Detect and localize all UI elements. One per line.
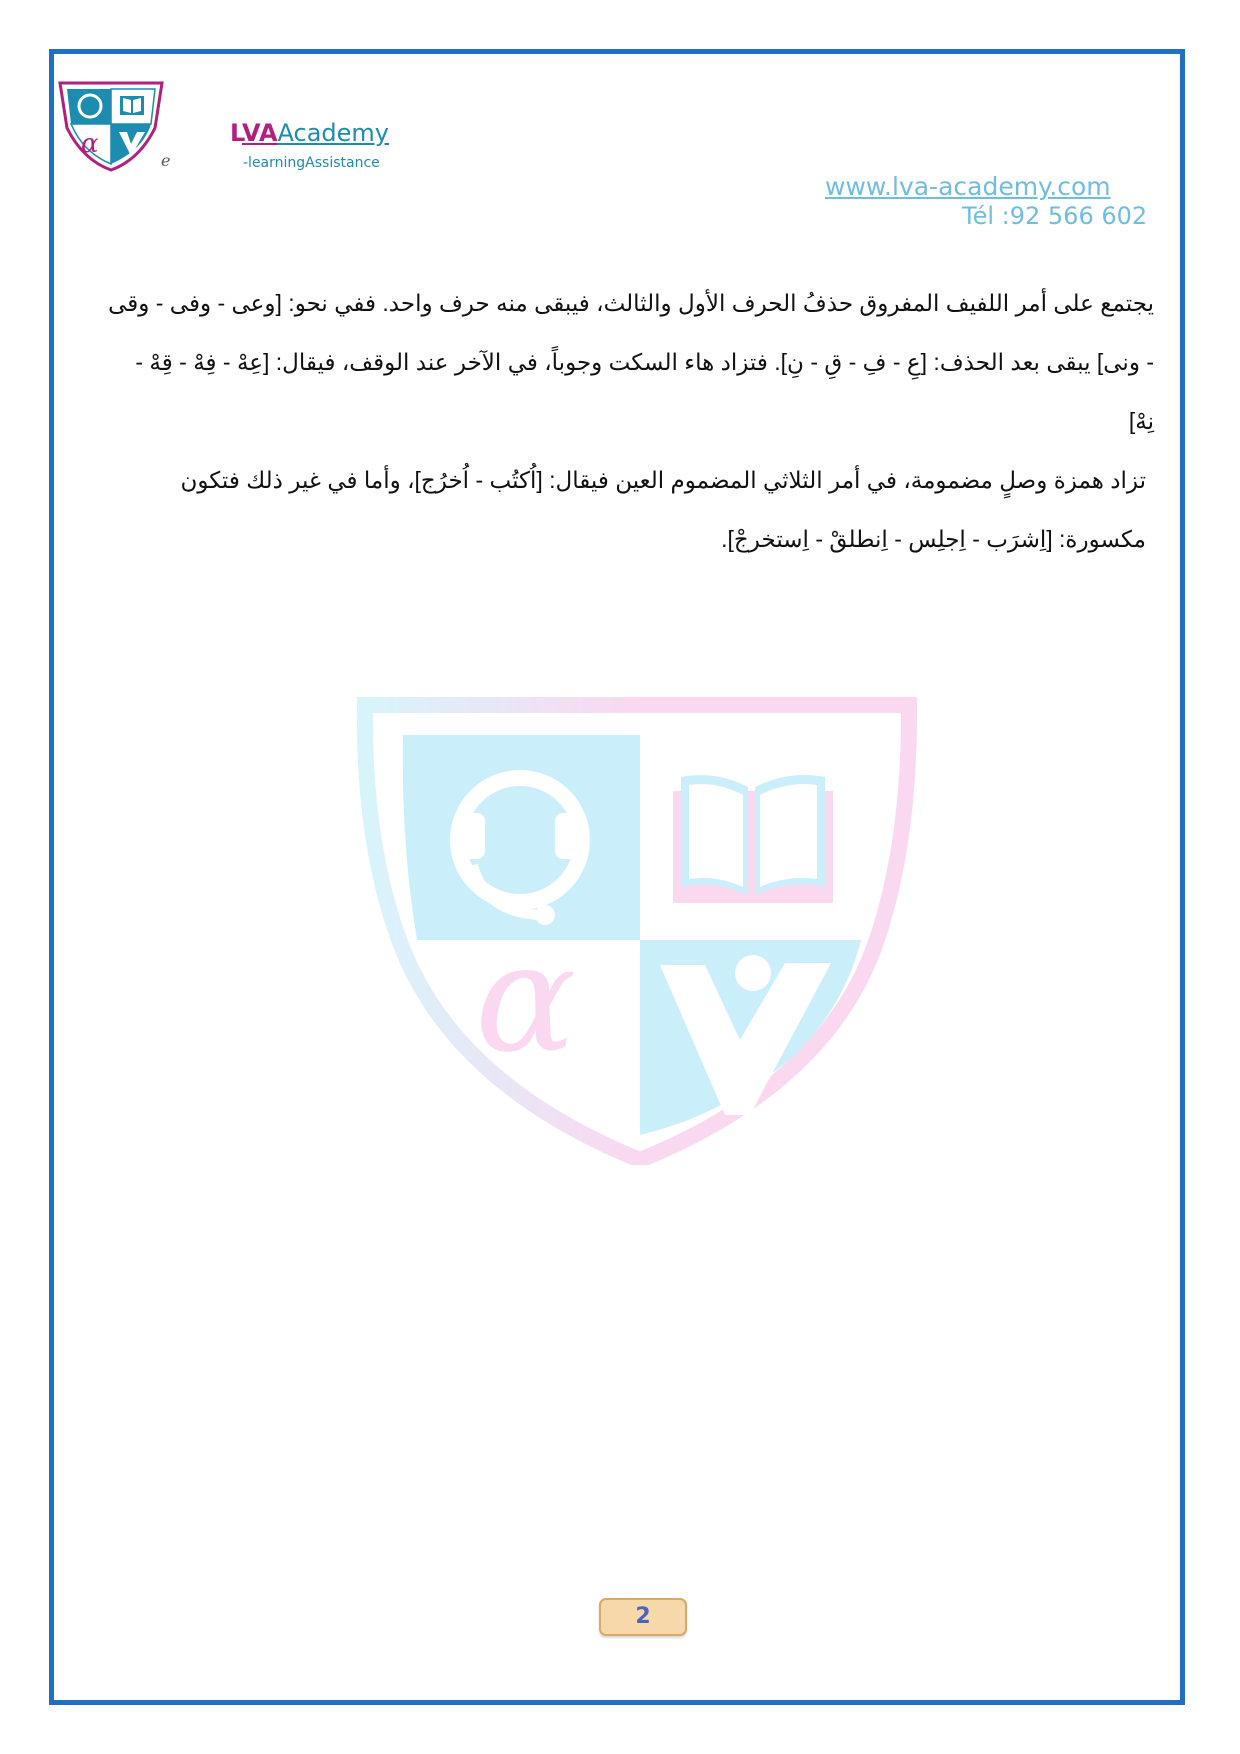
brand-l: L	[230, 119, 242, 147]
alpha-icon: α	[475, 912, 577, 1086]
shield-logo-icon	[57, 80, 165, 172]
brand-name	[230, 118, 389, 148]
page-number-badge: 2	[599, 1598, 687, 1636]
paragraph-hamzat-wasl: تزاد همزة وصلٍ مضمومة، في أمر الثلاثي المضموم العين فيقال: [اُكتُب - اُخرُج]، وأما في غير ذلك فتكون مكسورة: [اِشرَب - اِجلِس - اِنطلقْ - اِستخرجْ].	[180, 467, 1146, 552]
shield-watermark-icon	[355, 695, 919, 1165]
brand-va: VA	[242, 119, 278, 147]
logo-letter: e	[161, 151, 171, 170]
brand-academy: Academy	[277, 119, 390, 147]
phone-number: Tél :92 566 602	[962, 202, 1148, 230]
open-book-icon	[673, 775, 833, 903]
website-link[interactable]: www.lva-academy.com	[825, 172, 1111, 201]
paragraph-lafif-mafruq: يجتمع على أمر اللفيف المفروق حذفُ الحرف الأول والثالث، فيبقى منه حرف واحد. ففي نحو: [وعى - وفى - وقى - ونى] يبقى بعد الحذف: [عِ - فِ - قِ - نِ]. فتزاد هاء السكت وجوباً، في الآخر عند الوقف، فيقال: [عِهْ - فِهْ - قِهْ - نِهْ]	[108, 290, 1154, 434]
document-body	[108, 274, 1154, 569]
svg-text:α: α	[81, 129, 99, 159]
brand-tagline: -learningAssistance	[243, 155, 380, 171]
